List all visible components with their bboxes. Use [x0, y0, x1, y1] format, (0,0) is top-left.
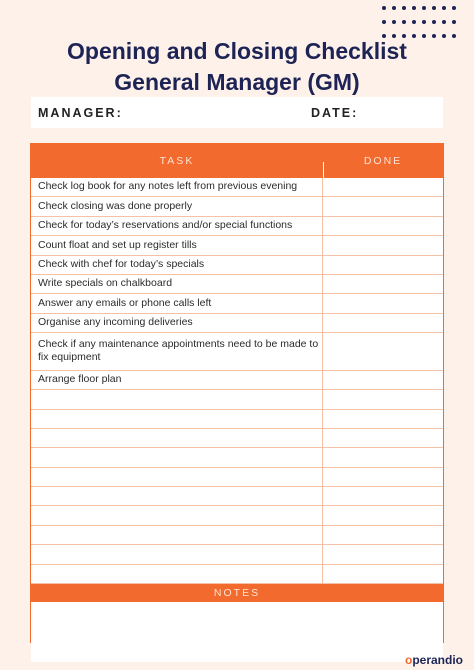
- done-cell[interactable]: [323, 390, 443, 408]
- dot: [442, 20, 446, 24]
- task-cell: Arrange floor plan: [31, 371, 323, 389]
- decorative-dot-grid: [382, 6, 462, 38]
- table-row: [31, 197, 443, 216]
- dot: [442, 6, 446, 10]
- title-line-1: Opening and Closing Checklist: [67, 38, 407, 64]
- done-cell[interactable]: [323, 468, 443, 486]
- notes-area[interactable]: [31, 602, 443, 662]
- task-cell: [31, 410, 323, 428]
- dot: [382, 20, 386, 24]
- table-row: [31, 390, 443, 409]
- done-cell[interactable]: [323, 236, 443, 254]
- task-column-header: TASK: [159, 155, 195, 167]
- done-cell[interactable]: [323, 545, 443, 563]
- task-cell: [31, 468, 323, 486]
- dot: [402, 6, 406, 10]
- task-cell: Write specials on chalkboard: [31, 275, 323, 293]
- task-cell: Check for today’s reservations and/or special functions: [31, 217, 323, 235]
- table-row: [31, 333, 443, 371]
- task-cell: [31, 429, 323, 447]
- task-cell: [31, 565, 323, 583]
- dot: [422, 6, 426, 10]
- done-cell[interactable]: [323, 506, 443, 524]
- done-cell[interactable]: [323, 371, 443, 389]
- done-cell[interactable]: [323, 275, 443, 293]
- done-cell[interactable]: [323, 256, 443, 274]
- dot: [412, 20, 416, 24]
- table-row: [31, 256, 443, 275]
- dot: [452, 6, 456, 10]
- done-cell[interactable]: [323, 429, 443, 447]
- done-cell[interactable]: [323, 217, 443, 235]
- dot: [432, 6, 436, 10]
- dot: [452, 20, 456, 24]
- task-cell: [31, 506, 323, 524]
- task-cell: [31, 545, 323, 563]
- notes-header: NOTES: [31, 584, 443, 602]
- task-cell: Answer any emails or phone calls left: [31, 294, 323, 312]
- table-header: [31, 144, 443, 178]
- task-cell: Organise any incoming deliveries: [31, 314, 323, 332]
- dot: [392, 6, 396, 10]
- task-cell: Count float and set up register tills: [31, 236, 323, 254]
- table-row: [31, 178, 443, 197]
- done-cell[interactable]: [323, 178, 443, 196]
- table-row: [31, 429, 443, 448]
- table-row: [31, 565, 443, 584]
- table-row: [31, 448, 443, 467]
- task-cell: [31, 390, 323, 408]
- table-row: [31, 526, 443, 545]
- table-row: [31, 487, 443, 506]
- table-row: [31, 314, 443, 333]
- done-cell[interactable]: [323, 197, 443, 215]
- table-row: [31, 371, 443, 390]
- table-row: [31, 275, 443, 294]
- header-divider: [323, 162, 324, 178]
- done-cell[interactable]: [323, 314, 443, 332]
- table-row: [31, 217, 443, 236]
- done-cell[interactable]: [323, 294, 443, 312]
- task-cell: [31, 448, 323, 466]
- done-cell[interactable]: [323, 487, 443, 505]
- done-column-header: DONE: [363, 155, 403, 167]
- dot: [392, 20, 396, 24]
- done-cell[interactable]: [323, 333, 443, 370]
- table-row: [31, 468, 443, 487]
- table-row: [31, 236, 443, 255]
- checklist-sheet: [30, 143, 444, 643]
- dot: [382, 6, 386, 10]
- done-cell[interactable]: [323, 526, 443, 544]
- dot: [412, 6, 416, 10]
- task-cell: Check with chef for today’s specials: [31, 256, 323, 274]
- dot: [432, 20, 436, 24]
- manager-label: MANAGER:: [38, 105, 123, 120]
- table-row: [31, 545, 443, 564]
- task-cell: Check log book for any notes left from previous evening: [31, 178, 323, 196]
- page-title: [0, 36, 474, 98]
- brand-logo: operandio: [404, 653, 463, 667]
- checklist-rows: [31, 178, 443, 584]
- table-row: [31, 294, 443, 313]
- manager-date-bar: [31, 97, 443, 128]
- done-cell[interactable]: [323, 448, 443, 466]
- task-cell: Check closing was done properly: [31, 197, 323, 215]
- done-cell[interactable]: [323, 565, 443, 583]
- task-cell: [31, 526, 323, 544]
- done-cell[interactable]: [323, 410, 443, 428]
- title-line-2: General Manager (GM): [114, 69, 360, 95]
- table-row: [31, 410, 443, 429]
- task-cell: Check if any maintenance appointments need to be made to fix equipment: [31, 333, 323, 370]
- task-cell: [31, 487, 323, 505]
- date-label: DATE:: [311, 105, 359, 120]
- dot: [402, 20, 406, 24]
- table-row: [31, 506, 443, 525]
- dot: [422, 20, 426, 24]
